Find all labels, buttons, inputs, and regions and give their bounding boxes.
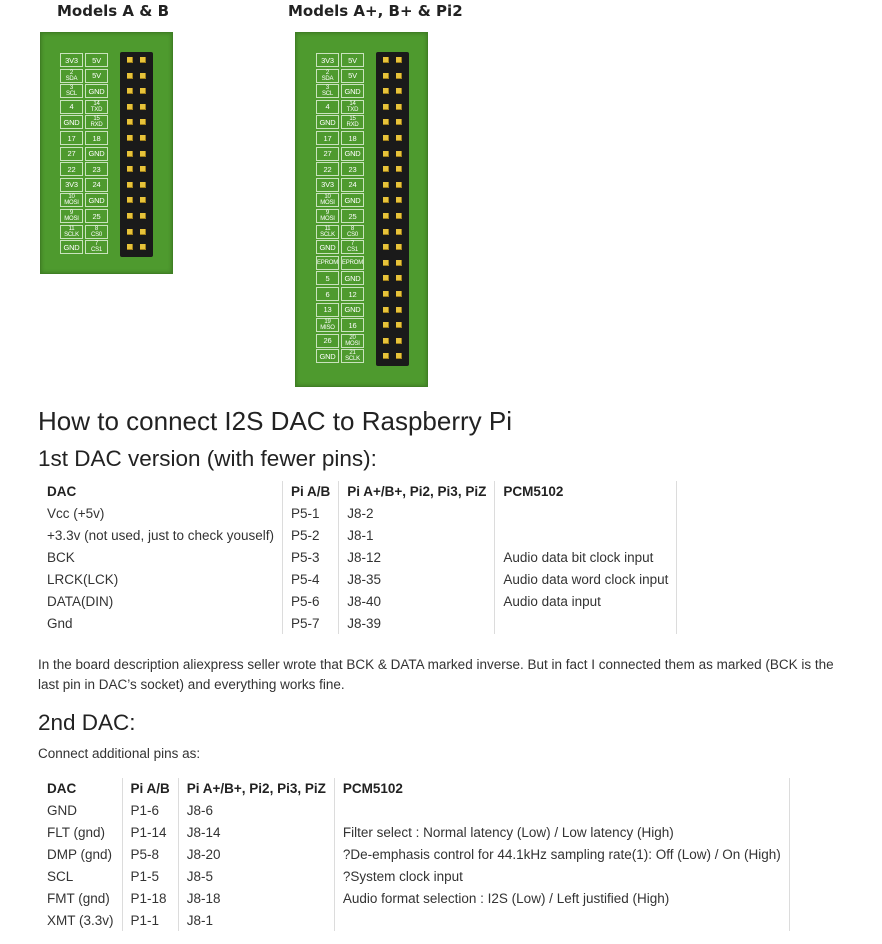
- table-cell: J8-39: [339, 612, 495, 634]
- gpio-pin: [396, 307, 402, 313]
- gpio-pin: [396, 166, 402, 172]
- gpio-pin-label: 3 SCL: [316, 84, 339, 98]
- gpio-pin-label: 23: [341, 162, 364, 176]
- gpio-pin: [127, 119, 133, 125]
- table-cell: GND: [39, 799, 122, 821]
- gpio-pin-label: 2 SDA: [316, 69, 339, 83]
- gpio-pin: [396, 104, 402, 110]
- gpio-pin-label: GND: [316, 240, 339, 254]
- table-cell: [334, 799, 789, 821]
- gpio-pin: [127, 135, 133, 141]
- gpio-pin-label: 19 MISO: [316, 318, 339, 332]
- table-header-row: [39, 481, 677, 502]
- table-cell: ?System clock input: [334, 865, 789, 887]
- gpio-pin-label: 4: [316, 100, 339, 114]
- table-cell: P1-1: [122, 909, 178, 931]
- gpio-pin: [383, 104, 389, 110]
- gpio-pin: [140, 104, 146, 110]
- dac2-pin-table: [39, 778, 790, 931]
- gpio-pin: [140, 182, 146, 188]
- table-cell: J8-2: [339, 502, 495, 524]
- table-cell: Vcc (+5v): [39, 502, 283, 524]
- gpio-pin-label: 5V: [341, 69, 364, 83]
- gpio-pin-label: 7 CS1: [85, 240, 108, 254]
- table-cell: J8-12: [339, 546, 495, 568]
- gpio-pin-label: 3V3: [316, 178, 339, 192]
- gpio-pin: [396, 119, 402, 125]
- gpio-pin-label: GND: [341, 193, 364, 207]
- table-header-row: [39, 778, 789, 799]
- gpio-board-models-a-plus-b-plus-pi2: [295, 32, 428, 387]
- page-title: How to connect I2S DAC to Raspberry Pi: [38, 406, 512, 436]
- section2-intro: Connect additional pins as:: [38, 746, 201, 761]
- gpio-pin: [127, 229, 133, 235]
- table-row: [39, 546, 677, 568]
- table-cell: P5-6: [283, 590, 339, 612]
- gpio-pin: [396, 353, 402, 359]
- table-row: [39, 843, 789, 865]
- gpio-pin: [396, 338, 402, 344]
- gpio-pin-label: 26: [316, 334, 339, 348]
- table-row: [39, 590, 677, 612]
- gpio-pin: [140, 197, 146, 203]
- gpio-pin: [127, 197, 133, 203]
- gpio-pin-label: 17: [316, 131, 339, 145]
- gpio-pin: [127, 244, 133, 250]
- gpio-pin: [140, 151, 146, 157]
- gpio-pin: [127, 104, 133, 110]
- table-row: [39, 799, 789, 821]
- table-cell: DATA(DIN): [39, 590, 283, 612]
- gpio-pin: [396, 244, 402, 250]
- gpio-pin-label: 5: [316, 271, 339, 285]
- column-header: Pi A+/B+, Pi2, Pi3, PiZ: [339, 481, 495, 502]
- gpio-pin-label: 10 MOSI: [60, 193, 83, 207]
- table-cell: Audio format selection : I2S (Low) / Left justified (High): [334, 887, 789, 909]
- figure-title-models-a-plus-b-plus-pi2: Models A+, B+ & Pi2: [288, 2, 463, 20]
- gpio-pin-label: 14 TXD: [85, 100, 108, 114]
- gpio-pin: [383, 119, 389, 125]
- gpio-pin: [396, 260, 402, 266]
- gpio-pin-label: 23: [85, 162, 108, 176]
- gpio-pin-label: GND: [85, 84, 108, 98]
- gpio-pin: [140, 119, 146, 125]
- column-header: DAC: [39, 481, 283, 502]
- gpio-pin: [127, 73, 133, 79]
- table-cell: [495, 502, 677, 524]
- gpio-pin-label: 27: [316, 147, 339, 161]
- table-cell: Gnd: [39, 612, 283, 634]
- gpio-pin-label: 16: [341, 318, 364, 332]
- table-cell: +3.3v (not used, just to check youself): [39, 524, 283, 546]
- gpio-pin: [140, 135, 146, 141]
- gpio-pin-label: 3V3: [60, 178, 83, 192]
- gpio-pin: [127, 57, 133, 63]
- table-cell: P1-14: [122, 821, 178, 843]
- gpio-pin-label: 9 MOSI: [60, 209, 83, 223]
- gpio-pin: [127, 151, 133, 157]
- gpio-pin-label: 18: [341, 131, 364, 145]
- gpio-pin: [396, 88, 402, 94]
- table-cell: J8-20: [178, 843, 334, 865]
- table-cell: DMP (gnd): [39, 843, 122, 865]
- gpio-pin: [396, 291, 402, 297]
- gpio-pin-label: GND: [341, 303, 364, 317]
- gpio-pin: [396, 151, 402, 157]
- gpio-pin: [383, 57, 389, 63]
- gpio-pin: [127, 88, 133, 94]
- gpio-pin: [383, 88, 389, 94]
- gpio-pin: [140, 57, 146, 63]
- table-cell: SCL: [39, 865, 122, 887]
- gpio-pin-label: 11 SCLK: [316, 225, 339, 239]
- table-cell: Audio data word clock input: [495, 568, 677, 590]
- gpio-pin-label: 20 MOSI: [341, 334, 364, 348]
- gpio-pin-label: 8 CS0: [85, 225, 108, 239]
- gpio-pin-label: 25: [85, 209, 108, 223]
- gpio-pin-label: GND: [60, 115, 83, 129]
- gpio-pin-label: 5V: [85, 53, 108, 67]
- gpio-pin-label: 2 SDA: [60, 69, 83, 83]
- gpio-pin-label: 6: [316, 287, 339, 301]
- table-cell: [495, 524, 677, 546]
- gpio-pin-label: 5V: [85, 69, 108, 83]
- table-row: [39, 865, 789, 887]
- gpio-pin: [396, 73, 402, 79]
- table-cell: P5-8: [122, 843, 178, 865]
- gpio-pin-label: GND: [316, 115, 339, 129]
- gpio-pin: [396, 57, 402, 63]
- gpio-pin: [127, 182, 133, 188]
- dac1-pin-table: [39, 481, 677, 634]
- table-cell: J8-6: [178, 799, 334, 821]
- note-paragraph: In the board description aliexpress seller wrote that BCK & DATA marked inverse. But in fact I connected them as marked (BCK is the last pin in DAC’s socket) and everything works fine.: [38, 657, 834, 692]
- gpio-pin-label: 7 CS1: [341, 240, 364, 254]
- gpio-pin: [383, 338, 389, 344]
- gpio-pin-label: 24: [341, 178, 364, 192]
- section2-title: 2nd DAC:: [38, 710, 136, 735]
- table-row: [39, 568, 677, 590]
- table-row: [39, 821, 789, 843]
- gpio-pin-label: 17: [60, 131, 83, 145]
- gpio-pin-label: GND: [341, 84, 364, 98]
- gpio-pin-label: 8 CS0: [341, 225, 364, 239]
- gpio-pin-label: 11 SCLK: [60, 225, 83, 239]
- gpio-pin-label: 15 RXD: [341, 115, 364, 129]
- column-header: PCM5102: [495, 481, 677, 502]
- table-cell: ?De-emphasis control for 44.1kHz sampling rate(1): Off (Low) / On (High): [334, 843, 789, 865]
- table-cell: P5-4: [283, 568, 339, 590]
- gpio-pin: [383, 135, 389, 141]
- table-cell: P1-5: [122, 865, 178, 887]
- table-cell: Audio data input: [495, 590, 677, 612]
- table-cell: P1-6: [122, 799, 178, 821]
- gpio-pin-header: [120, 52, 153, 257]
- gpio-pin-label: 13: [316, 303, 339, 317]
- table-cell: J8-1: [339, 524, 495, 546]
- table-cell: J8-5: [178, 865, 334, 887]
- gpio-pin-label: 5V: [341, 53, 364, 67]
- section1-title: 1st DAC version (with fewer pins):: [38, 446, 377, 471]
- gpio-pin: [383, 275, 389, 281]
- gpio-pin: [396, 182, 402, 188]
- gpio-pin-label: 18: [85, 131, 108, 145]
- gpio-pin-label: 27: [60, 147, 83, 161]
- gpio-pin: [383, 353, 389, 359]
- table-cell: J8-18: [178, 887, 334, 909]
- gpio-pin: [383, 291, 389, 297]
- gpio-pin: [383, 322, 389, 328]
- gpio-pin: [396, 213, 402, 219]
- gpio-pin-header: [376, 52, 409, 366]
- table-cell: J8-35: [339, 568, 495, 590]
- table-cell: J8-40: [339, 590, 495, 612]
- gpio-pin-label: 12: [341, 287, 364, 301]
- column-header: Pi A/B: [283, 481, 339, 502]
- gpio-pin-label: 14 TXD: [341, 100, 364, 114]
- gpio-pin: [383, 73, 389, 79]
- table-row: [39, 909, 789, 931]
- gpio-pin-label: 9 MOSI: [316, 209, 339, 223]
- column-header: PCM5102: [334, 778, 789, 799]
- table-cell: LRCK(LCK): [39, 568, 283, 590]
- gpio-pin-label: GND: [341, 147, 364, 161]
- gpio-pin: [140, 244, 146, 250]
- gpio-pin: [140, 88, 146, 94]
- gpio-pin-label: GND: [316, 349, 339, 363]
- figure-title-models-a-b: Models A & B: [57, 2, 170, 20]
- gpio-pin: [383, 213, 389, 219]
- gpio-board-models-a-b: [40, 32, 173, 274]
- gpio-pin: [383, 197, 389, 203]
- gpio-pin: [127, 213, 133, 219]
- gpio-pin-label: 21 SCLK: [341, 349, 364, 363]
- gpio-pin-label: 15 RXD: [85, 115, 108, 129]
- gpio-pin: [383, 244, 389, 250]
- gpio-pin-label: 24: [85, 178, 108, 192]
- table-cell: P5-7: [283, 612, 339, 634]
- gpio-pin: [383, 166, 389, 172]
- table-cell: [334, 909, 789, 931]
- gpio-pin: [140, 73, 146, 79]
- table-cell: Audio data bit clock input: [495, 546, 677, 568]
- table-cell: FLT (gnd): [39, 821, 122, 843]
- gpio-pin: [140, 213, 146, 219]
- gpio-pin-label: GND: [60, 240, 83, 254]
- table-row: [39, 887, 789, 909]
- table-cell: XMT (3.3v): [39, 909, 122, 931]
- column-header: DAC: [39, 778, 122, 799]
- table-cell: BCK: [39, 546, 283, 568]
- gpio-pin-label: 25: [341, 209, 364, 223]
- gpio-pin-label: 22: [316, 162, 339, 176]
- gpio-pin: [396, 275, 402, 281]
- gpio-pin-label: 3V3: [316, 53, 339, 67]
- table-cell: P5-1: [283, 502, 339, 524]
- gpio-pin: [383, 151, 389, 157]
- gpio-pin: [396, 229, 402, 235]
- table-cell: [495, 612, 677, 634]
- gpio-pin: [383, 182, 389, 188]
- table-cell: P5-3: [283, 546, 339, 568]
- table-cell: P1-18: [122, 887, 178, 909]
- table-cell: P5-2: [283, 524, 339, 546]
- gpio-pin-label: 22: [60, 162, 83, 176]
- gpio-pin: [396, 322, 402, 328]
- gpio-pin: [383, 307, 389, 313]
- table-cell: J8-1: [178, 909, 334, 931]
- gpio-pin: [140, 229, 146, 235]
- gpio-pin-label: 3 SCL: [60, 84, 83, 98]
- table-row: [39, 612, 677, 634]
- gpio-pin-label: GND: [341, 271, 364, 285]
- gpio-pin: [140, 166, 146, 172]
- gpio-pin-label: EPROM: [341, 256, 364, 270]
- table-cell: FMT (gnd): [39, 887, 122, 909]
- gpio-pin-label: GND: [85, 193, 108, 207]
- table-row: [39, 524, 677, 546]
- table-cell: J8-14: [178, 821, 334, 843]
- gpio-pin-label: 4: [60, 100, 83, 114]
- gpio-pin-label: 3V3: [60, 53, 83, 67]
- gpio-pin: [396, 197, 402, 203]
- gpio-pin: [383, 229, 389, 235]
- gpio-pin: [127, 166, 133, 172]
- table-row: [39, 502, 677, 524]
- gpio-pin-label: 10 MOSI: [316, 193, 339, 207]
- gpio-pin-label: GND: [85, 147, 108, 161]
- column-header: Pi A/B: [122, 778, 178, 799]
- gpio-pin: [383, 260, 389, 266]
- column-header: Pi A+/B+, Pi2, Pi3, PiZ: [178, 778, 334, 799]
- gpio-pin-label: EPROM: [316, 256, 339, 270]
- table-cell: Filter select : Normal latency (Low) / Low latency (High): [334, 821, 789, 843]
- gpio-pin: [396, 135, 402, 141]
